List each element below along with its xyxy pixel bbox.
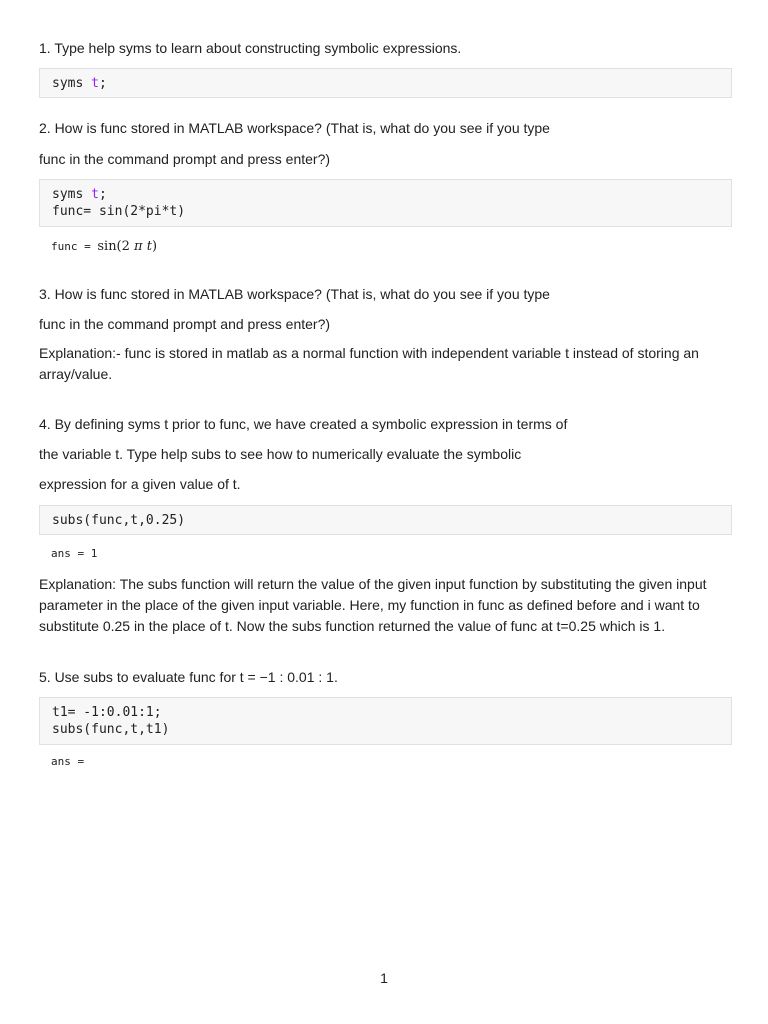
q2-code-block — [39, 179, 732, 227]
q4-code-line-1: subs(func,t,0.25) — [52, 513, 186, 528]
q5-text: 5. Use subs to evaluate func for t = −1 : 0.01 : 1. — [39, 669, 338, 685]
code-keyword: syms — [52, 187, 92, 202]
q5-output — [51, 754, 84, 769]
q4-explanation: Explanation: The subs function will return the value of the given input function by substituting the given input parameter in the place of the given input variable. Here, my function in func as defined before and i want to substitute 0.25 in the place of t. Now the subs function returned the value of func at t=0.25 which is 1. — [39, 576, 707, 634]
output-value: 1 — [90, 547, 98, 560]
output-math — [97, 239, 157, 254]
q4-text-line-2: the variable t. Type help subs to see how to numerically evaluate the symbolic — [39, 446, 522, 462]
q2-code-line-1 — [52, 186, 719, 203]
code-keyword: syms — [52, 76, 92, 91]
q4-code-block — [39, 505, 732, 535]
code-terminator: ; — [98, 187, 107, 202]
q2-code-line-2: func= sin(2*pi*t) — [52, 204, 186, 219]
q1-text: 1. Type help syms to learn about constructing symbolic expressions. — [39, 40, 462, 56]
code-terminator: ; — [98, 76, 107, 91]
page-number: 1 — [380, 970, 388, 986]
q5-code-line-2: subs(func,t,t1) — [52, 722, 170, 737]
math-close: ) — [151, 239, 158, 254]
q5-code-line-1: t1= -1:0.01:1; — [52, 705, 162, 720]
q3-text-line-1: 3. How is func stored in MATLAB workspace? (That is, what do you see if you type — [39, 286, 550, 302]
q4-text-line-1: 4. By defining syms t prior to func, we have created a symbolic expression in terms of — [39, 416, 568, 432]
output-label: ans = — [51, 755, 85, 768]
q4-output — [51, 546, 97, 561]
q3-text-line-2: func in the command prompt and press enter?) — [39, 316, 331, 332]
math-pi: π — [134, 239, 143, 254]
q3-explanation: Explanation:- func is stored in matlab as a normal function with independent variable t instead of storing an array/value. — [39, 345, 699, 382]
q2-text-line-2: func in the command prompt and press enter?) — [39, 151, 331, 167]
output-label: func = — [51, 240, 98, 253]
code-variable: t — [91, 187, 99, 202]
q2-output — [51, 239, 157, 254]
q5-code-block — [39, 697, 732, 745]
output-label: ans = — [51, 547, 91, 560]
q4-text-line-3: expression for a given value of t. — [39, 476, 241, 492]
q1-code-block — [39, 68, 732, 98]
q2-text-line-1: 2. How is func stored in MATLAB workspace? (That is, what do you see if you type — [39, 120, 550, 136]
q1-code-line-1 — [52, 75, 719, 92]
math-var: t — [142, 239, 152, 254]
code-variable: t — [91, 76, 99, 91]
math-fn: sin(2 — [97, 239, 135, 254]
